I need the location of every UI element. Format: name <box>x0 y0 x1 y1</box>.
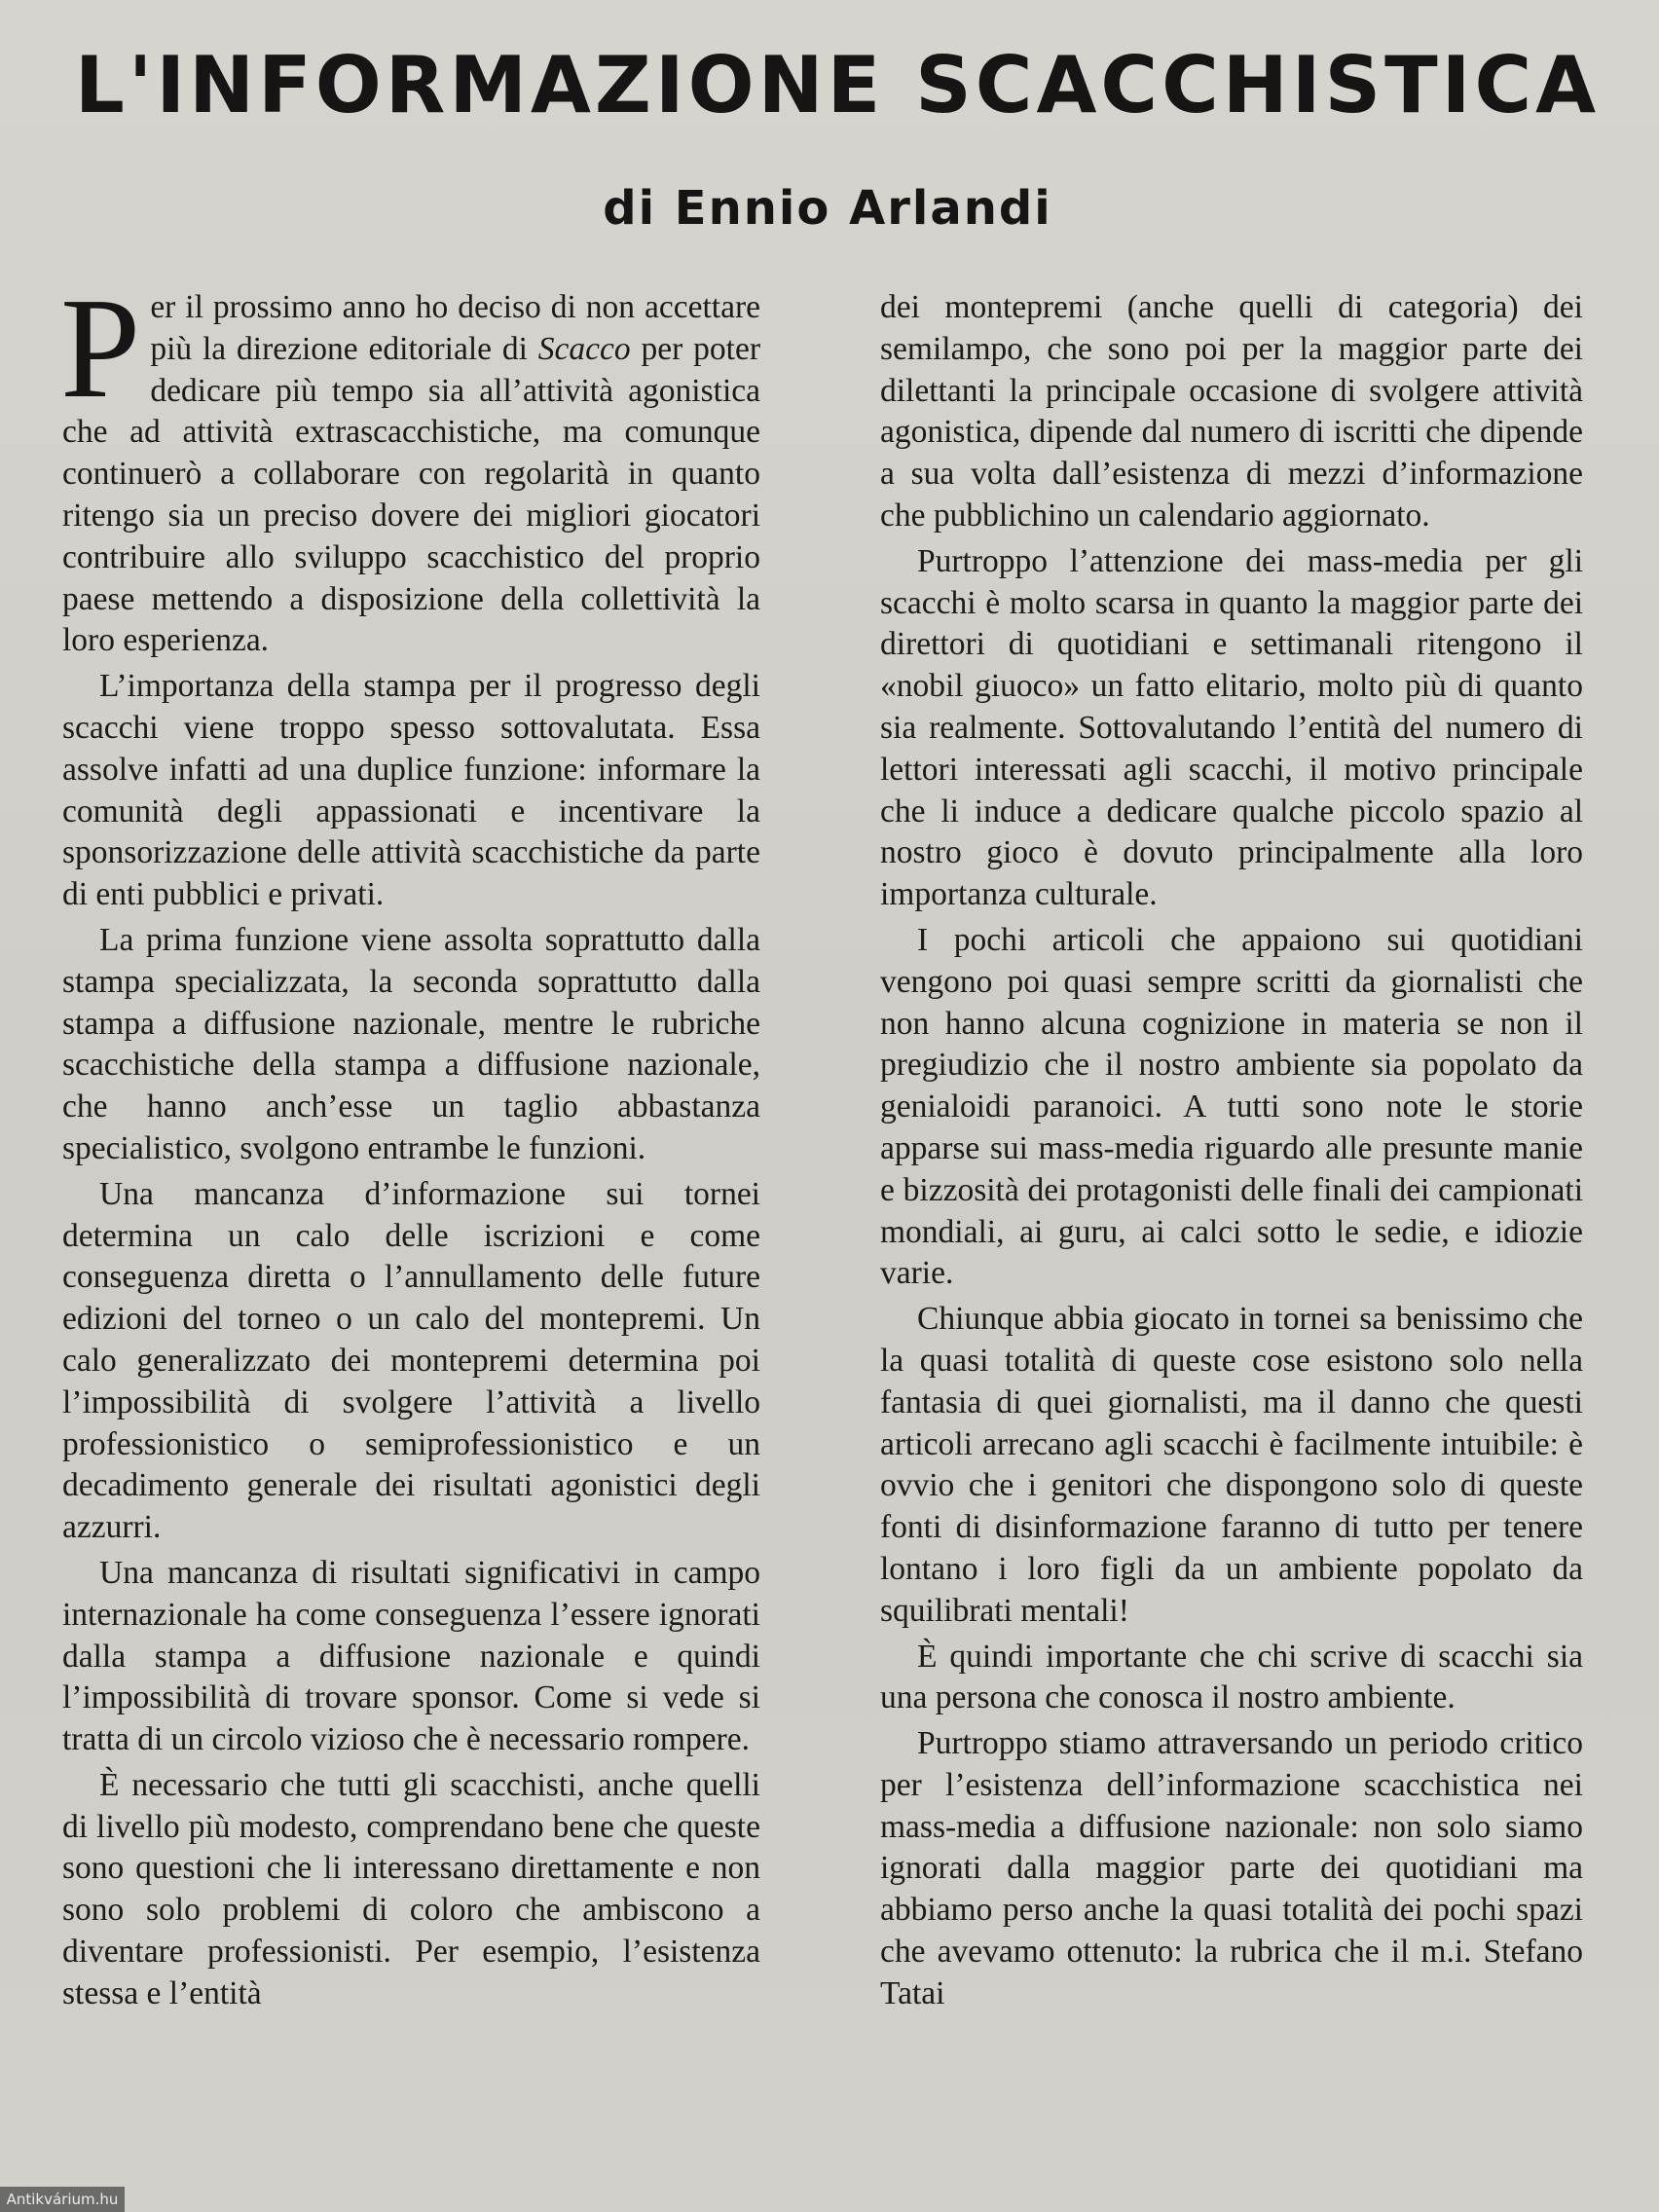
article-byline: di Ennio Arlandi <box>603 181 1052 236</box>
paragraph: I pochi articoli che appaiono sui quotidiani vengono poi quasi sempre scritti da giornalisti che non hanno alcuna cognizione in materia se non il pregiudizio che il nostro ambiente sia popolato da genialoidi paranoici. A tutti sono note le storie apparse sui mass-media riguardo alle presunte manie e bizzosità dei protagonisti delle finali dei campionati mondiali, ai guru, ai calci sotto le sedie, e idiozie varie. <box>880 921 1583 1292</box>
paragraph: Una mancanza di risultati significativi in campo internazionale ha come conseguenza l’essere ignorati dalla stampa a diffusione nazionale e quindi l’impossibilità di trovare sponsor. Come si vede si tratta di un circolo vizioso che è necessario rompere. <box>62 1554 760 1758</box>
right-column <box>880 287 1583 2015</box>
paragraph: È quindi importante che chi scrive di scacchi sia una persona che conosca il nostro ambiente. <box>880 1638 1583 1716</box>
paragraph: È necessario che tutti gli scacchisti, anche quelli di livello più modesto, comprendano bene che queste sono questioni che li interessano direttamente e non sono solo problemi di coloro che ambiscono a diventare professionisti. Per esempio, l’esistenza stessa e l’entità <box>62 1766 760 2011</box>
paragraph: dei montepremi (anche quelli di categoria) dei semilampo, che sono poi per la maggior parte dei dilettanti la principale occasione di svolgere attività agonistica, dipende dal numero di iscritti che dipende a sua volta dall’esistenza di mezzi d’informazione che pubblichino un calendario aggiornato. <box>880 289 1583 534</box>
paragraph-text: er il prossimo anno ho deciso di non accettare più la direzione editoriale di <box>150 289 760 367</box>
paragraph: Una mancanza d’informazione sui tornei determina un calo delle iscrizioni e come conseguenza diretta o l’annullamento delle future edizioni del torneo o un calo del montepremi. Un calo generalizzato dei montepremi determina poi l’impossibilità di svolgere l’attività a livello professionistico o semiprofessionistico e un decadimento generale dei risultati agonistici degli azzurri. <box>62 1175 760 1546</box>
paragraph: L’importanza della stampa per il progresso degli scacchi viene troppo spesso sottovalutata. Essa assolve infatti ad una duplice funzione: informare la comunità degli appassionati e incentivare la sponsorizzazione delle attività scacchistiche da parte di enti pubblici e privati. <box>62 668 760 913</box>
paragraph: Chiunque abbia giocato in tornei sa benissimo che la quasi totalità di queste cose esistono solo nella fantasia di quei giornalisti, ma il danno che questi articoli arrecano agli scacchi è facilmente intuibile: è ovvio che i genitori che dispongono solo di queste fonti di disinformazione faranno di tutto per tenere lontano i loro figli da un ambiente popolato da squilibrati mentali! <box>880 1301 1583 1629</box>
paragraph: Purtroppo stiamo attraversando un periodo critico per l’esistenza dell’informazione scacchistica nei mass-media a diffusione nazionale: non solo siamo ignorati dalla maggior parte dei quotidiani ma abbiamo perso anche la quasi totalità dei pochi spazi che avevamo ottenuto: la rubrica che il m.i. Stefano Tatai <box>880 1725 1583 2011</box>
watermark: Antikvárium.hu <box>0 2187 125 2212</box>
paragraph: Purtroppo l’attenzione dei mass-media per gli scacchi è molto scarsa in quanto la maggior parte dei direttori di quotidiani e settimanali ritengono il «nobil giuoco» un fatto elitario, molto più di quanto sia realmente. Sottovalutando l’entità del numero di lettori interessati agli scacchi, il motivo principale che li induce a dedicare qualche piccolo spazio al nostro gioco è dovuto principalmente alla loro importanza culturale. <box>880 542 1583 913</box>
paragraph: La prima funzione viene assolta soprattutto dalla stampa specializzata, la seconda soprattutto dalla stampa a diffusione nazionale, mentre le rubriche scacchistiche della stampa a diffusione nazionale, che hanno anch’esse un taglio abbastanza specialistico, svolgono entrambe le funzioni. <box>62 921 760 1166</box>
paragraph-text: per poter dedicare più tempo sia all’attività agonistica che ad attività extrascacchistiche, ma comunque continuerò a collaborare con regolarità in quanto ritengo sia un preciso dovere dei migliori giocatori contribuire allo sviluppo scacchistico del proprio paese mettendo a disposizione della collettività la loro esperienza. <box>62 330 760 659</box>
drop-cap: P <box>60 269 141 428</box>
left-column <box>60 269 760 2015</box>
paragraph <box>60 269 760 662</box>
magazine-name: Scacco <box>537 330 631 367</box>
article-title: L'INFORMAZIONE SCACCHISTICA <box>74 40 1601 130</box>
